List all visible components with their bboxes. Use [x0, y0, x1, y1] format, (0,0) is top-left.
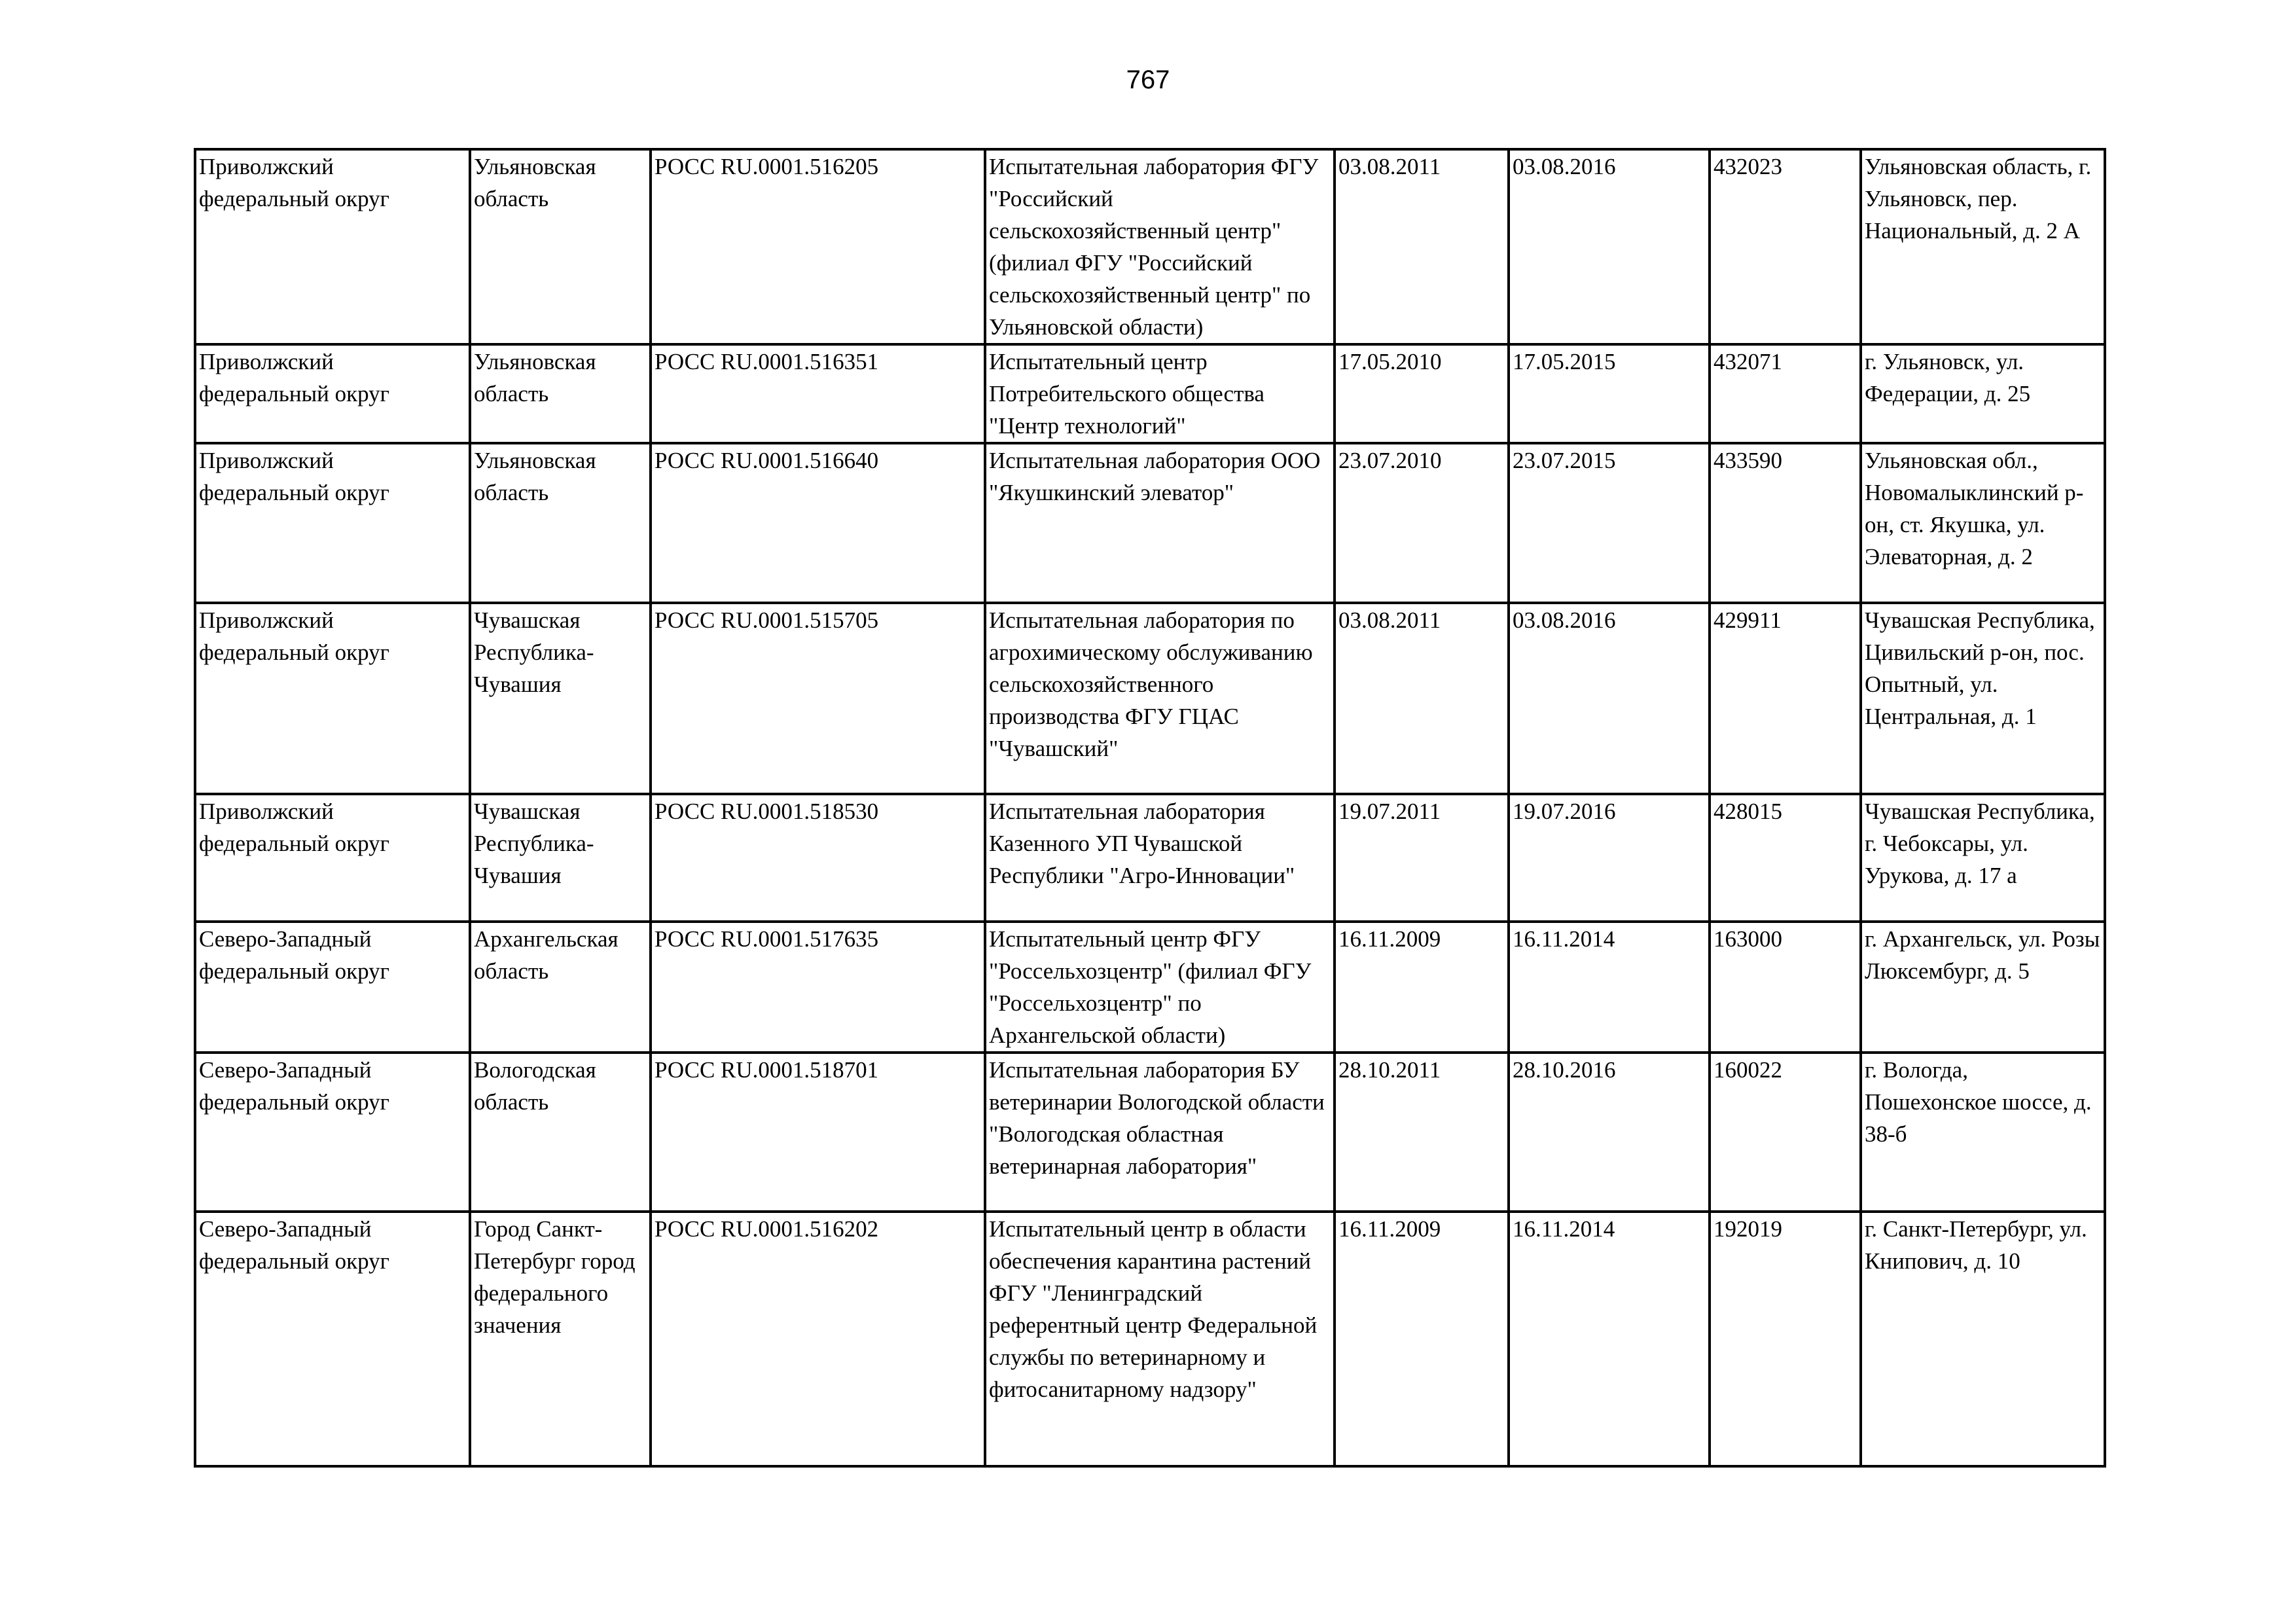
district-cell: Приволжский федеральный округ — [195, 603, 470, 794]
registration-number-cell: РОСС RU.0001.516202 — [651, 1212, 985, 1466]
table-row — [195, 1053, 2105, 1212]
date-from-cell: 16.11.2009 — [1335, 922, 1509, 1053]
registration-number-cell: РОСС RU.0001.516205 — [651, 149, 985, 344]
date-from-cell: 03.08.2011 — [1335, 603, 1509, 794]
address-cell: г. Архангельск, ул. Розы Люксембург, д. 5 — [1861, 922, 2105, 1053]
address-cell: г. Ульяновск, ул. Федерации, д. 25 — [1861, 344, 2105, 443]
table-row — [195, 794, 2105, 922]
region-cell: Чувашская Республика-Чувашия — [470, 603, 651, 794]
laboratory-name-cell: Испытательная лаборатория БУ ветеринарии Вологодской области "Вологодская областная ветеринарная лаборатория" — [985, 1053, 1335, 1212]
laboratory-name-cell: Испытательная лаборатория ФГУ "Российский сельскохозяйственный центр" (филиал ФГУ "Российский сельскохозяйственный центр" по Ульяновской области) — [985, 149, 1335, 344]
postal-code-cell: 192019 — [1710, 1212, 1861, 1466]
address-cell: г. Санкт-Петербург, ул. Книпович, д. 10 — [1861, 1212, 2105, 1466]
date-from-cell: 23.07.2010 — [1335, 443, 1509, 603]
registration-number-cell: РОСС RU.0001.516351 — [651, 344, 985, 443]
table-row — [195, 1212, 2105, 1466]
registration-number-cell: РОСС RU.0001.517635 — [651, 922, 985, 1053]
district-cell: Приволжский федеральный округ — [195, 794, 470, 922]
table-row — [195, 443, 2105, 603]
table-row — [195, 149, 2105, 344]
table-row — [195, 344, 2105, 443]
district-cell: Северо-Западный федеральный округ — [195, 1053, 470, 1212]
date-to-cell: 03.08.2016 — [1509, 149, 1710, 344]
registration-number-cell: РОСС RU.0001.518530 — [651, 794, 985, 922]
laboratory-name-cell: Испытательный центр ФГУ "Россельхозцентр" (филиал ФГУ "Россельхозцентр" по Архангельской области) — [985, 922, 1335, 1053]
laboratory-name-cell: Испытательный центр в области обеспечения карантина растений ФГУ "Ленинградский референтный центр Федеральной службы по ветеринарному и фитосанитарному надзору" — [985, 1212, 1335, 1466]
postal-code-cell: 432071 — [1710, 344, 1861, 443]
address-cell: Чувашская Республика, г. Чебоксары, ул. Урукова, д. 17 а — [1861, 794, 2105, 922]
laboratory-name-cell: Испытательная лаборатория по агрохимическому обслуживанию сельскохозяйственного производства ФГУ ГЦАС "Чувашский" — [985, 603, 1335, 794]
laboratory-name-cell: Испытательная лаборатория Казенного УП Чувашской Республики "Агро-Инновации" — [985, 794, 1335, 922]
date-to-cell: 17.05.2015 — [1509, 344, 1710, 443]
region-cell: Ульяновская область — [470, 344, 651, 443]
laboratory-name-cell: Испытательная лаборатория ООО "Якушкинский элеватор" — [985, 443, 1335, 603]
region-cell: Чувашская Республика-Чувашия — [470, 794, 651, 922]
postal-code-cell: 163000 — [1710, 922, 1861, 1053]
postal-code-cell: 432023 — [1710, 149, 1861, 344]
date-from-cell: 17.05.2010 — [1335, 344, 1509, 443]
address-cell: г. Вологда, Пошехонское шоссе, д. 38-б — [1861, 1053, 2105, 1212]
page-number: 767 — [1126, 65, 1170, 94]
date-from-cell: 16.11.2009 — [1335, 1212, 1509, 1466]
district-cell: Приволжский федеральный округ — [195, 344, 470, 443]
postal-code-cell: 433590 — [1710, 443, 1861, 603]
date-from-cell: 03.08.2011 — [1335, 149, 1509, 344]
postal-code-cell: 160022 — [1710, 1053, 1861, 1212]
laboratory-name-cell: Испытательный центр Потребительского общества "Центр технологий" — [985, 344, 1335, 443]
date-to-cell: 16.11.2014 — [1509, 922, 1710, 1053]
date-to-cell: 16.11.2014 — [1509, 1212, 1710, 1466]
table-row — [195, 922, 2105, 1053]
date-to-cell: 28.10.2016 — [1509, 1053, 1710, 1212]
region-cell: Архангельская область — [470, 922, 651, 1053]
postal-code-cell: 429911 — [1710, 603, 1861, 794]
registration-number-cell: РОСС RU.0001.518701 — [651, 1053, 985, 1212]
district-cell: Приволжский федеральный округ — [195, 443, 470, 603]
date-to-cell: 03.08.2016 — [1509, 603, 1710, 794]
date-from-cell: 28.10.2011 — [1335, 1053, 1509, 1212]
region-cell: Город Санкт-Петербург город федерального значения — [470, 1212, 651, 1466]
district-cell: Северо-Западный федеральный округ — [195, 922, 470, 1053]
region-cell: Ульяновская область — [470, 443, 651, 603]
address-cell: Ульяновская область, г. Ульяновск, пер. Национальный, д. 2 А — [1861, 149, 2105, 344]
date-from-cell: 19.07.2011 — [1335, 794, 1509, 922]
address-cell: Чувашская Республика, Цивильский р-он, пос. Опытный, ул. Центральная, д. 1 — [1861, 603, 2105, 794]
date-to-cell: 19.07.2016 — [1509, 794, 1710, 922]
table-row — [195, 603, 2105, 794]
date-to-cell: 23.07.2015 — [1509, 443, 1710, 603]
district-cell: Северо-Западный федеральный округ — [195, 1212, 470, 1466]
registration-number-cell: РОСС RU.0001.515705 — [651, 603, 985, 794]
laboratory-registry-table — [194, 148, 2106, 1468]
postal-code-cell: 428015 — [1710, 794, 1861, 922]
registration-number-cell: РОСС RU.0001.516640 — [651, 443, 985, 603]
region-cell: Вологодская область — [470, 1053, 651, 1212]
district-cell: Приволжский федеральный округ — [195, 149, 470, 344]
region-cell: Ульяновская область — [470, 149, 651, 344]
address-cell: Ульяновская обл., Новомалыклинский р-он, ст. Якушка, ул. Элеваторная, д. 2 — [1861, 443, 2105, 603]
